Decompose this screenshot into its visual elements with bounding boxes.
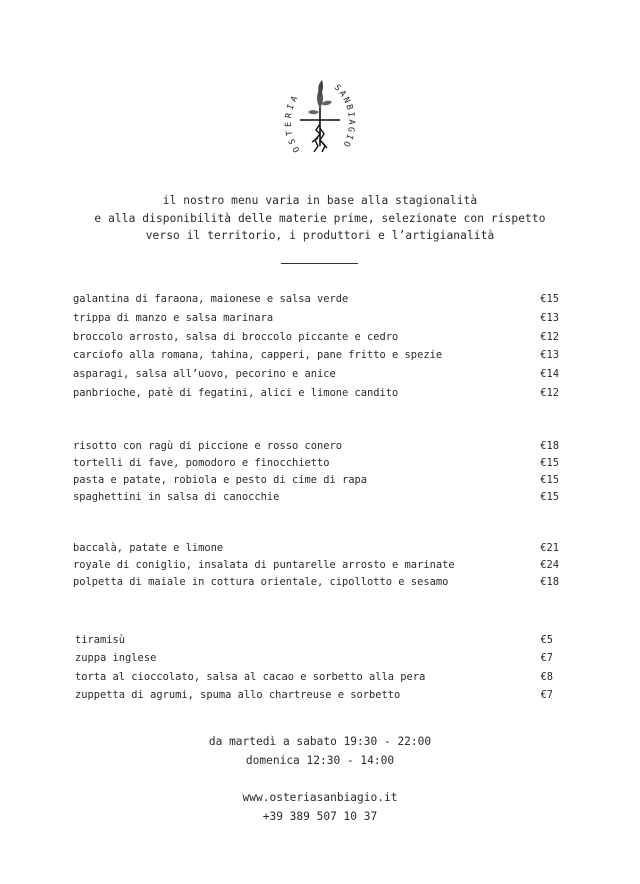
dish-price: €7 <box>540 688 553 701</box>
dish-name: zuppa inglese <box>75 652 157 665</box>
dish-name: trippa di manzo e salsa marinara <box>73 311 274 324</box>
menu-item <box>73 472 559 489</box>
menu-item <box>75 649 553 667</box>
phone-number[interactable]: +39 389 507 10 37 <box>262 809 378 823</box>
dish-price: €15 <box>540 293 559 305</box>
dish-name: torta al cioccolato, salsa al cacao e sorbetto alla pera <box>75 670 426 683</box>
menu-section-main-courses <box>73 540 559 591</box>
dish-price: €15 <box>540 491 559 503</box>
menu-item <box>75 668 553 686</box>
osteria-logo <box>270 68 370 176</box>
dish-price: €7 <box>540 652 553 665</box>
logo-text-right: SANBIAGIO <box>331 82 357 150</box>
dish-price: €8 <box>540 670 553 683</box>
dish-price: €12 <box>540 386 559 399</box>
dish-name: spaghettini in salsa di canocchie <box>73 491 280 503</box>
menu-item <box>73 365 559 384</box>
intro-line: e alla disponibilità delle materie prime, selezionate con rispetto <box>94 211 546 225</box>
divider-line <box>281 263 358 264</box>
menu-footer <box>0 733 640 826</box>
dish-name: panbrioche, patè di fegatini, alici e limone candito <box>73 386 399 399</box>
logo-text-left: OSTERIA <box>283 91 303 154</box>
menu-item <box>73 557 559 574</box>
dish-name: tortelli di fave, pomodoro e finocchietto <box>73 457 330 469</box>
dish-name: zuppetta di agrumi, spuma allo chartreuse e sorbetto <box>75 688 401 701</box>
leaf-icon <box>308 110 319 114</box>
menu-item <box>75 631 553 649</box>
dish-price: €21 <box>540 542 559 554</box>
menu-section-starters <box>73 290 559 403</box>
dish-price: €18 <box>540 440 559 452</box>
menu-item <box>73 328 559 347</box>
dish-name: tiramisù <box>75 634 126 646</box>
dish-name: risotto con ragù di piccione e rosso conero <box>73 440 342 452</box>
logo-emblem <box>270 68 370 176</box>
intro-line: verso il territorio, i produttori e l’artigianalità <box>145 229 495 242</box>
website-link[interactable]: www.osteriasanbiagio.it <box>242 791 398 804</box>
dish-name: carciofo alla romana, tahina, capperi, pane fritto e spezie <box>73 349 443 362</box>
menu-item <box>73 346 559 365</box>
menu-intro <box>0 192 640 245</box>
dish-name: broccolo arrosto, salsa di broccolo piccante e cedro <box>73 330 399 343</box>
dish-name: polpetta di maiale in cottura orientale, cipollotto e sesamo <box>73 576 449 588</box>
dish-name: asparagi, salsa all’uovo, pecorino e anice <box>73 368 336 381</box>
opening-hours-sunday: domenica 12:30 - 14:00 <box>245 753 395 767</box>
dish-price: €13 <box>540 349 559 362</box>
dish-price: €15 <box>540 457 559 469</box>
dish-name: galantina di faraona, maionese e salsa verde <box>73 293 349 305</box>
menu-item <box>73 540 559 557</box>
svg-text:SANBIAGIO <box>332 83 356 150</box>
menu-section-desserts <box>75 631 553 704</box>
dish-price: €13 <box>540 311 559 324</box>
dish-price: €15 <box>540 474 559 486</box>
dish-price: €14 <box>540 368 559 381</box>
menu-item <box>73 574 559 591</box>
dish-name: pasta e patate, robiola e pesto di cime di rapa <box>73 474 368 486</box>
opening-hours-weekdays: da martedì a sabato 19:30 - 22:00 <box>208 735 432 748</box>
menu-item <box>75 686 553 704</box>
menu-item <box>73 309 559 328</box>
menu-item <box>73 455 559 472</box>
menu-item <box>73 438 559 455</box>
intro-line: il nostro menu varia in base alla stagionalità <box>162 194 478 207</box>
menu-item <box>73 290 559 309</box>
dish-price: €18 <box>540 576 559 588</box>
menu-section-first-courses <box>73 438 559 506</box>
menu-item <box>73 489 559 506</box>
dish-price: €24 <box>540 559 559 571</box>
dish-name: royale di coniglio, insalata di puntarelle arrosto e marinate <box>73 559 455 571</box>
menu-item <box>73 384 559 403</box>
svg-text:OSTERIA <box>284 92 303 154</box>
dish-price: €12 <box>540 330 559 343</box>
dish-price: €5 <box>540 634 553 646</box>
dish-name: baccalà, patate e limone <box>73 542 224 554</box>
